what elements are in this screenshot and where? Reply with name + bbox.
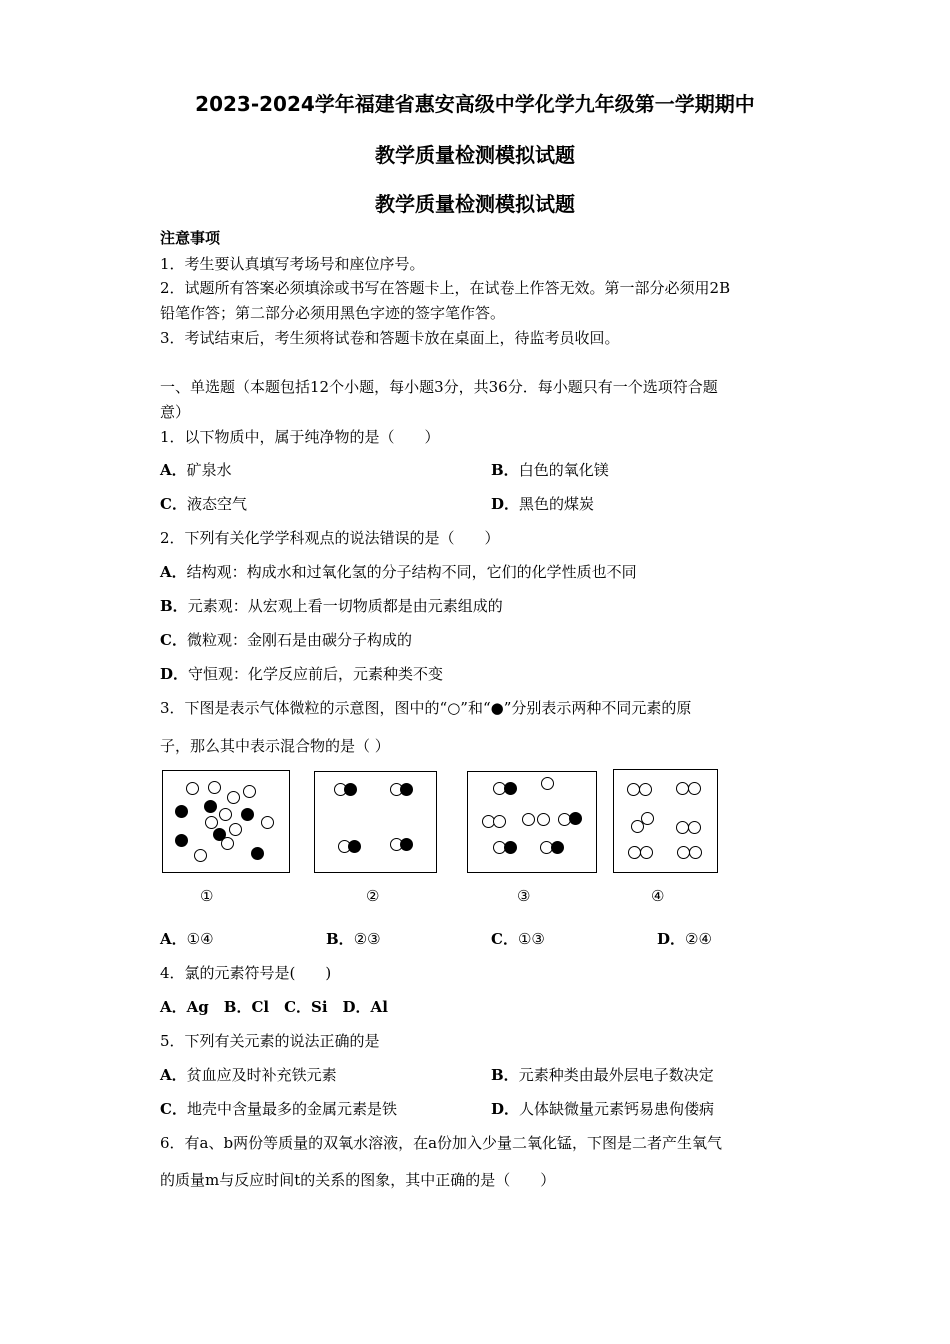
black-atom — [175, 834, 188, 847]
q5-option-a-text: 贫血应及时补充铁元素 — [186, 1066, 337, 1084]
q3-option-b-text: ②③ — [353, 930, 381, 948]
q5-option-a-label: A． — [160, 1066, 187, 1084]
white-atom — [186, 782, 199, 795]
q5-option-c[interactable] — [160, 1098, 397, 1119]
q5-stem: 5．下列有关元素的说法正确的是 — [160, 1032, 380, 1050]
white-atom — [689, 846, 702, 859]
q2-option-d-label: D． — [160, 665, 189, 683]
black-atom — [551, 841, 564, 854]
white-atom — [219, 808, 232, 821]
q2-option-a[interactable] — [160, 561, 637, 582]
particle-diagram-3 — [467, 771, 597, 873]
q3-stem-a: 3．下图是表示气体微粒的示意图，图中的“○”和“●”分别表示两种不同元素的原 — [160, 699, 692, 717]
q3-option-d-label: D． — [657, 930, 686, 948]
black-atom — [344, 783, 357, 796]
white-atom — [541, 777, 554, 790]
figure-label-2: ② — [366, 887, 380, 905]
white-atom — [688, 821, 701, 834]
q1-option-c-text: 液态空气 — [186, 495, 247, 513]
white-atom — [194, 849, 207, 862]
black-atom — [504, 782, 517, 795]
q1-option-a-text: 矿泉水 — [186, 461, 232, 479]
title-line-3: 教学质量检测模拟试题 — [375, 192, 575, 216]
section-heading-b: 意） — [160, 403, 191, 421]
q2-option-a-label: A． — [160, 563, 187, 581]
white-atom — [639, 783, 652, 796]
black-atom — [241, 808, 254, 821]
q2-option-a-text: 结构观：构成水和过氧化氢的分子结构不同，它们的化学性质也不同 — [186, 563, 637, 581]
white-atom — [227, 791, 240, 804]
q2-option-d[interactable] — [160, 663, 443, 684]
black-atom — [504, 841, 517, 854]
figure-label-4: ④ — [651, 887, 665, 905]
white-atom — [208, 781, 221, 794]
section-heading-a: 一、单选题（本题包括12个小题，每小题3分，共36分．每小题只有一个选项符合题 — [160, 378, 718, 396]
q2-option-b-text: 元素观：从宏观上看一切物质都是由元素组成的 — [187, 597, 503, 615]
figure-label-1: ① — [200, 887, 214, 905]
q2-option-b-label: B． — [160, 597, 188, 615]
q3-stem-b: 子，那么其中表示混合物的是（ ） — [160, 737, 390, 755]
q2-option-c-label: C． — [160, 631, 187, 649]
q5-option-a[interactable] — [160, 1064, 337, 1085]
q5-option-b-label: B． — [491, 1066, 519, 1084]
q3-option-c-text: ①③ — [517, 930, 545, 948]
q1-option-d[interactable] — [491, 493, 594, 514]
q3-option-d[interactable] — [657, 928, 712, 949]
q5-option-d[interactable] — [491, 1098, 714, 1119]
figure-label-3: ③ — [517, 887, 531, 905]
q2-option-c-text: 微粒观：金刚石是由碳分子构成的 — [186, 631, 412, 649]
q5-option-c-label: C． — [160, 1100, 187, 1118]
notes-heading: 注意事项 — [160, 229, 221, 247]
black-atom — [400, 783, 413, 796]
notes-item-2a: 2．试题所有答案必须填涂或书写在答题卡上，在试卷上作答无效。第一部分必须用2B — [160, 279, 731, 297]
q5-option-b[interactable] — [491, 1064, 714, 1085]
white-atom — [537, 813, 550, 826]
q1-option-a-label: A． — [160, 461, 187, 479]
particle-diagram-1 — [162, 770, 290, 873]
q1-option-d-text: 黑色的煤炭 — [519, 495, 595, 513]
q5-option-b-text: 元素种类由最外层电子数决定 — [518, 1066, 714, 1084]
q1-stem: 1．以下物质中，属于纯净物的是（ ） — [160, 428, 440, 446]
white-atom — [261, 816, 274, 829]
q3-option-b-label: B． — [326, 930, 354, 948]
q1-option-c[interactable] — [160, 493, 247, 514]
q4-options[interactable]: A．Ag B．Cl C．Si D．Al — [160, 998, 388, 1016]
q3-option-b[interactable] — [326, 928, 381, 949]
black-atom — [569, 812, 582, 825]
q3-option-c[interactable] — [491, 928, 545, 949]
q3-option-a-text: ①④ — [186, 930, 214, 948]
white-atom — [522, 813, 535, 826]
q2-option-b[interactable] — [160, 595, 503, 616]
black-atom — [348, 840, 361, 853]
white-atom — [493, 815, 506, 828]
title-line-1: 2023-2024学年福建省惠安高级中学化学九年级第一学期期中 — [195, 92, 755, 116]
q5-option-d-text: 人体缺微量元素钙易患佝偻病 — [519, 1100, 715, 1118]
q1-option-b-text: 白色的氧化镁 — [518, 461, 609, 479]
q3-option-d-text: ②④ — [685, 930, 712, 948]
particle-diagram-4 — [613, 769, 718, 873]
q6-stem-b: 的质量m与反应时间t的关系的图象，其中正确的是（ ） — [160, 1171, 556, 1189]
q1-option-b-label: B． — [491, 461, 519, 479]
q1-option-a[interactable] — [160, 459, 232, 480]
black-atom — [175, 805, 188, 818]
white-atom — [243, 785, 256, 798]
notes-item-1: 1．考生要认真填写考场号和座位序号。 — [160, 255, 425, 273]
q5-option-d-label: D． — [491, 1100, 520, 1118]
white-atom — [205, 816, 218, 829]
q1-option-b[interactable] — [491, 459, 609, 480]
white-atom — [688, 782, 701, 795]
white-atom — [221, 837, 234, 850]
title-line-2: 教学质量检测模拟试题 — [375, 143, 575, 167]
q4-stem: 4．氯的元素符号是( ) — [160, 964, 332, 982]
q2-option-d-text: 守恒观：化学反应前后，元素种类不变 — [188, 665, 444, 683]
black-atom — [400, 838, 413, 851]
q5-option-c-text: 地壳中含量最多的金属元素是铁 — [186, 1100, 397, 1118]
q1-option-d-label: D． — [491, 495, 520, 513]
notes-item-2b: 铅笔作答；第二部分必须用黑色字迹的签字笔作答。 — [160, 304, 506, 322]
black-atom — [251, 847, 264, 860]
notes-item-3: 3．考试结束后，考生须将试卷和答题卡放在桌面上，待监考员收回。 — [160, 329, 620, 347]
q1-option-c-label: C． — [160, 495, 187, 513]
q3-option-a-label: A． — [160, 930, 187, 948]
white-atom — [631, 820, 644, 833]
white-atom — [640, 846, 653, 859]
q6-stem-a: 6．有a、b两份等质量的双氧水溶液，在a份加入少量二氧化锰，下图是二者产生氧气 — [160, 1134, 723, 1152]
particle-diagram-2 — [314, 771, 437, 873]
black-atom — [204, 800, 217, 813]
q2-option-c[interactable] — [160, 629, 412, 650]
white-atom — [229, 823, 242, 836]
q2-stem: 2．下列有关化学学科观点的说法错误的是（ ） — [160, 529, 500, 547]
q3-option-a[interactable] — [160, 928, 214, 949]
q3-option-c-label: C． — [491, 930, 518, 948]
